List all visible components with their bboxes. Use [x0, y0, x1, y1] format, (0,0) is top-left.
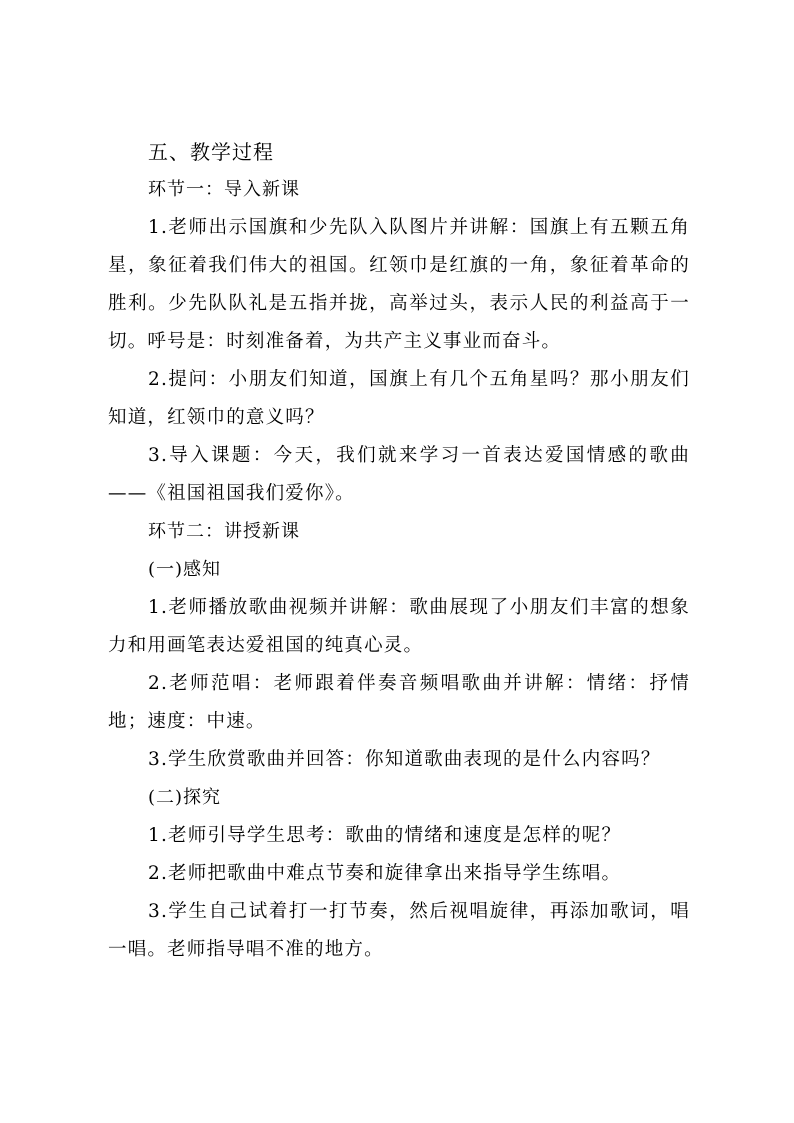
document-body	[108, 133, 690, 969]
subsection1-title: (一)感知	[148, 559, 222, 580]
paragraph: 3.学生自己试着打一打节奏，然后视唱旋律，再添加歌词，唱一唱。老师指导唱不准的地方。	[108, 901, 690, 960]
paragraph: 2.老师范唱：老师跟着伴奏音频唱歌曲并讲解：情绪：抒情地；速度：中速。	[108, 673, 690, 732]
section1-title: 环节一：导入新课	[148, 179, 300, 200]
paragraph: 2.提问：小朋友们知道，国旗上有几个五角星吗？那小朋友们知道，红领巾的意义吗？	[108, 369, 690, 428]
subsection2-title: (二)探究	[148, 787, 222, 808]
section2-title: 环节二：讲授新课	[148, 521, 300, 542]
paragraph: 3.导入课题：今天，我们就来学习一首表达爱国情感的歌曲——《祖国祖国我们爱你》。	[108, 445, 690, 504]
paragraph: 1.老师播放歌曲视频并讲解：歌曲展现了小朋友们丰富的想象力和用画笔表达爱祖国的纯真心灵。	[108, 597, 690, 656]
paragraph: 1.老师引导学生思考：歌曲的情绪和速度是怎样的呢？	[148, 825, 622, 846]
paragraph: 3.学生欣赏歌曲并回答：你知道歌曲表现的是什么内容吗？	[148, 749, 661, 770]
paragraph: 2.老师把歌曲中难点节奏和旋律拿出来指导学生练唱。	[148, 863, 622, 884]
section-heading: 五、教学过程	[148, 140, 274, 164]
paragraph: 1.老师出示国旗和少先队入队图片并讲解：国旗上有五颗五角星，象征着我们伟大的祖国。红领巾是红旗的一角，象征着革命的胜利。少先队队礼是五指并拢，高举过头，表示人民的利益高于一切。呼号是：时刻准备着，为共产主义事业而奋斗。	[108, 217, 690, 352]
